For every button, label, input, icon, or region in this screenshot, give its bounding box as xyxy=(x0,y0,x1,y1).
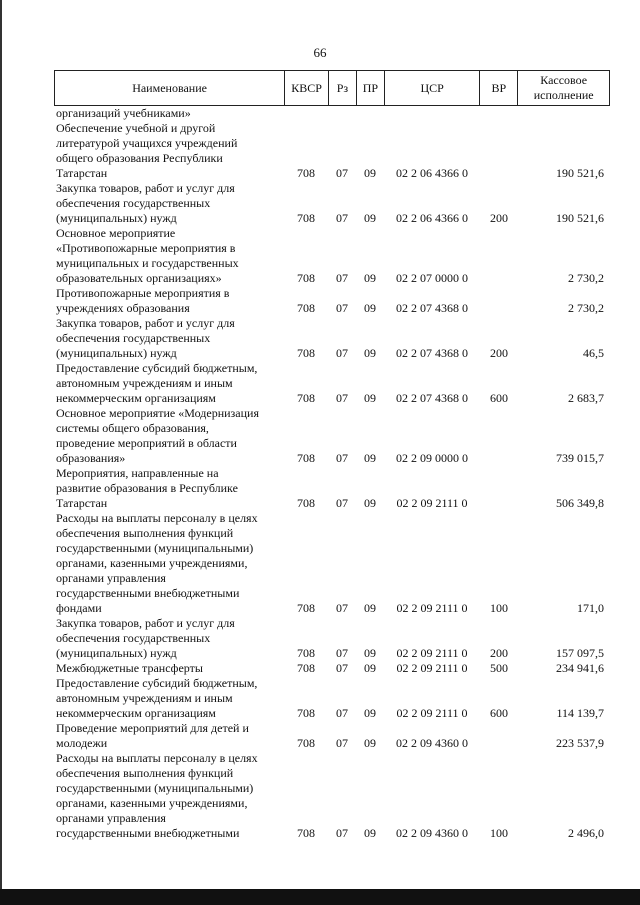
table-body xyxy=(54,106,610,841)
row-vr: 500 xyxy=(490,661,508,675)
row-name-line: обеспечения государственных xyxy=(56,631,211,645)
row-kass: 2 496,0 xyxy=(568,826,604,840)
row-name xyxy=(54,226,284,286)
row-csr: 02 2 07 4368 0 xyxy=(396,391,468,405)
table-row xyxy=(54,616,610,661)
row-pr: 09 xyxy=(364,736,376,750)
row-csr: 02 2 09 2111 0 xyxy=(396,601,468,615)
row-name-line: проведение мероприятий в области xyxy=(56,436,237,450)
row-name xyxy=(54,661,284,676)
row-kass: 114 139,7 xyxy=(556,706,604,720)
row-csr: 02 2 07 0000 0 xyxy=(396,271,468,285)
row-pr: 09 xyxy=(364,601,376,615)
row-csr: 02 2 09 2111 0 xyxy=(396,661,468,675)
row-vr: 200 xyxy=(490,346,508,360)
row-name-line: Расходы на выплаты персоналу в целях xyxy=(56,511,258,525)
row-pr: 09 xyxy=(364,646,376,660)
row-name-line: Закупка товаров, работ и услуг для xyxy=(56,181,235,195)
row-kass: 2 730,2 xyxy=(568,301,604,315)
row-name-line: государственными (муниципальными) xyxy=(56,781,254,795)
row-rz: 07 xyxy=(336,346,348,360)
row-vr xyxy=(480,121,518,181)
row-name-line: «Противопожарные мероприятия в xyxy=(56,241,236,255)
table-row xyxy=(54,676,610,721)
row-vr: 200 xyxy=(490,646,508,660)
row-name-line: (муниципальных) нужд xyxy=(56,211,177,225)
table-row xyxy=(54,316,610,361)
row-rz: 07 xyxy=(336,211,348,225)
row-vr: 600 xyxy=(490,706,508,720)
row-name-line: органами, казенными учреждениями, xyxy=(56,796,248,810)
row-name-line: образовательных организациях» xyxy=(56,271,222,285)
row-pr: 09 xyxy=(364,346,376,360)
row-vr xyxy=(480,721,518,751)
row-kvsr xyxy=(284,106,328,121)
row-kvsr: 708 xyxy=(297,211,315,225)
table-row xyxy=(54,511,610,616)
row-name-line: государственными внебюджетными xyxy=(56,586,240,600)
row-rz xyxy=(328,106,356,121)
row-vr xyxy=(480,106,518,121)
row-rz: 07 xyxy=(336,451,348,465)
row-rz: 07 xyxy=(336,706,348,720)
row-rz: 07 xyxy=(336,646,348,660)
header-csr: ЦСР xyxy=(384,71,480,105)
row-name-line: молодежи xyxy=(56,736,108,750)
row-name-line: органами управления xyxy=(56,571,166,585)
row-name xyxy=(54,721,284,751)
row-pr: 09 xyxy=(364,661,376,675)
row-rz: 07 xyxy=(336,601,348,615)
row-name-line: некоммерческим организациям xyxy=(56,706,216,720)
row-kvsr: 708 xyxy=(297,706,315,720)
row-name xyxy=(54,511,284,616)
table-row xyxy=(54,226,610,286)
header-kvsr: КВСР xyxy=(284,71,328,105)
row-rz: 07 xyxy=(336,661,348,675)
row-name-line: обеспечения выполнения функций xyxy=(56,766,234,780)
row-name-line: автономным учреждениям и иным xyxy=(56,691,233,705)
row-kass: 190 521,6 xyxy=(556,211,604,225)
scan-bottom-bar xyxy=(0,889,640,905)
row-kvsr: 708 xyxy=(297,166,315,180)
row-kvsr: 708 xyxy=(297,601,315,615)
row-name-line: учреждениях образования xyxy=(56,301,190,315)
row-rz: 07 xyxy=(336,391,348,405)
row-kvsr: 708 xyxy=(297,451,315,465)
row-name-line: Основное мероприятие xyxy=(56,226,176,240)
row-kvsr: 708 xyxy=(297,826,315,840)
table-row xyxy=(54,106,610,121)
row-name-line: органами, казенными учреждениями, xyxy=(56,556,248,570)
table-row xyxy=(54,466,610,511)
row-name xyxy=(54,181,284,226)
header-vr: ВР xyxy=(479,71,517,105)
row-name xyxy=(54,121,284,181)
row-csr: 02 2 07 4368 0 xyxy=(396,346,468,360)
table-row xyxy=(54,361,610,406)
row-kvsr: 708 xyxy=(297,646,315,660)
table-row xyxy=(54,661,610,676)
row-vr xyxy=(480,226,518,286)
table-row xyxy=(54,121,610,181)
table-row xyxy=(54,406,610,466)
header-kass: Кассовое исполнение xyxy=(517,71,609,105)
scan-left-edge xyxy=(0,0,2,905)
row-vr: 100 xyxy=(490,601,508,615)
row-name-line: Основное мероприятие «Модернизация xyxy=(56,406,259,420)
row-kass: 190 521,6 xyxy=(556,166,604,180)
header-rz: Рз xyxy=(328,71,356,105)
row-name-line: автономным учреждениям и иным xyxy=(56,376,233,390)
row-pr: 09 xyxy=(364,706,376,720)
table-row xyxy=(54,721,610,751)
row-name xyxy=(54,286,284,316)
row-kvsr: 708 xyxy=(297,271,315,285)
row-name-line: Татарстан xyxy=(56,166,108,180)
row-name-line: Проведение мероприятий для детей и xyxy=(56,721,249,735)
row-pr xyxy=(356,106,384,121)
row-pr: 09 xyxy=(364,166,376,180)
row-csr: 02 2 06 4366 0 xyxy=(396,211,468,225)
row-kass: 157 097,5 xyxy=(556,646,604,660)
row-kvsr: 708 xyxy=(297,346,315,360)
row-kass: 2 683,7 xyxy=(568,391,604,405)
row-csr xyxy=(384,106,480,121)
row-name-line: государственными (муниципальными) xyxy=(56,541,254,555)
row-name-line: Предоставление субсидий бюджетным, xyxy=(56,361,258,375)
row-vr xyxy=(480,466,518,511)
row-vr: 100 xyxy=(490,826,508,840)
row-name xyxy=(54,466,284,511)
page-number: 66 xyxy=(313,45,327,60)
row-csr: 02 2 09 2111 0 xyxy=(396,646,468,660)
row-name-line: Закупка товаров, работ и услуг для xyxy=(56,316,235,330)
row-name xyxy=(54,751,284,841)
row-name-line: (муниципальных) нужд xyxy=(56,646,177,660)
row-name-line: организаций учебниками» xyxy=(56,106,191,120)
row-name-line: Противопожарные мероприятия в xyxy=(56,286,230,300)
row-rz: 07 xyxy=(336,496,348,510)
row-name-line: развитие образования в Республике xyxy=(56,481,238,495)
row-csr: 02 2 09 0000 0 xyxy=(396,451,468,465)
row-rz: 07 xyxy=(336,301,348,315)
row-csr: 02 2 06 4366 0 xyxy=(396,166,468,180)
row-name-line: общего образования Республики xyxy=(56,151,223,165)
row-vr xyxy=(480,286,518,316)
row-name-line: органами управления xyxy=(56,811,166,825)
row-name-line: (муниципальных) нужд xyxy=(56,346,177,360)
row-rz: 07 xyxy=(336,166,348,180)
row-vr xyxy=(480,406,518,466)
table-row xyxy=(54,286,610,316)
row-kvsr: 708 xyxy=(297,301,315,315)
row-kass: 2 730,2 xyxy=(568,271,604,285)
row-name-line: Закупка товаров, работ и услуг для xyxy=(56,616,235,630)
row-name-line: обеспечения государственных xyxy=(56,196,211,210)
row-kvsr: 708 xyxy=(297,391,315,405)
row-vr: 200 xyxy=(490,211,508,225)
row-name-line: Мероприятия, направленные на xyxy=(56,466,219,480)
row-kass: 739 015,7 xyxy=(556,451,604,465)
row-vr: 600 xyxy=(490,391,508,405)
row-name xyxy=(54,616,284,661)
row-kass: 46,5 xyxy=(583,346,604,360)
row-pr: 09 xyxy=(364,496,376,510)
row-pr: 09 xyxy=(364,271,376,285)
row-csr: 02 2 09 4360 0 xyxy=(396,826,468,840)
row-rz: 07 xyxy=(336,271,348,285)
row-kass: 223 537,9 xyxy=(556,736,604,750)
row-name-line: Предоставление субсидий бюджетным, xyxy=(56,676,258,690)
row-kass: 234 941,6 xyxy=(556,661,604,675)
row-name xyxy=(54,361,284,406)
row-name-line: Обеспечение учебной и другой xyxy=(56,121,216,135)
row-kass: 506 349,8 xyxy=(556,496,604,510)
table-header xyxy=(54,70,610,106)
table-row xyxy=(54,181,610,226)
row-name-line: муниципальных и государственных xyxy=(56,256,239,270)
row-name-line: государственными внебюджетными xyxy=(56,826,240,840)
row-name xyxy=(54,316,284,361)
row-kvsr: 708 xyxy=(297,661,315,675)
row-name-line: обеспечения выполнения функций xyxy=(56,526,234,540)
row-csr: 02 2 09 2111 0 xyxy=(396,496,468,510)
row-kass: 171,0 xyxy=(577,601,604,615)
row-name-line: системы общего образования, xyxy=(56,421,209,435)
row-kvsr: 708 xyxy=(297,736,315,750)
row-name xyxy=(54,676,284,721)
row-pr: 09 xyxy=(364,826,376,840)
row-name xyxy=(54,406,284,466)
row-csr: 02 2 09 4360 0 xyxy=(396,736,468,750)
row-pr: 09 xyxy=(364,301,376,315)
row-csr: 02 2 07 4368 0 xyxy=(396,301,468,315)
row-pr: 09 xyxy=(364,391,376,405)
row-rz: 07 xyxy=(336,736,348,750)
row-name-line: литературой учащихся учреждений xyxy=(56,136,238,150)
row-kass xyxy=(518,106,610,121)
row-name xyxy=(54,106,284,121)
row-name-line: Межбюджетные трансферты xyxy=(56,661,203,675)
row-name-line: Татарстан xyxy=(56,496,108,510)
header-name: Наименование xyxy=(132,80,207,95)
row-name-line: Расходы на выплаты персоналу в целях xyxy=(56,751,258,765)
table-row xyxy=(54,751,610,841)
row-name-line: обеспечения государственных xyxy=(56,331,211,345)
row-kvsr: 708 xyxy=(297,496,315,510)
header-pr: ПР xyxy=(356,71,384,105)
row-name-line: фондами xyxy=(56,601,102,615)
row-csr: 02 2 09 2111 0 xyxy=(396,706,468,720)
row-pr: 09 xyxy=(364,211,376,225)
row-pr: 09 xyxy=(364,451,376,465)
row-name-line: некоммерческим организациям xyxy=(56,391,216,405)
row-rz: 07 xyxy=(336,826,348,840)
row-name-line: образования» xyxy=(56,451,126,465)
